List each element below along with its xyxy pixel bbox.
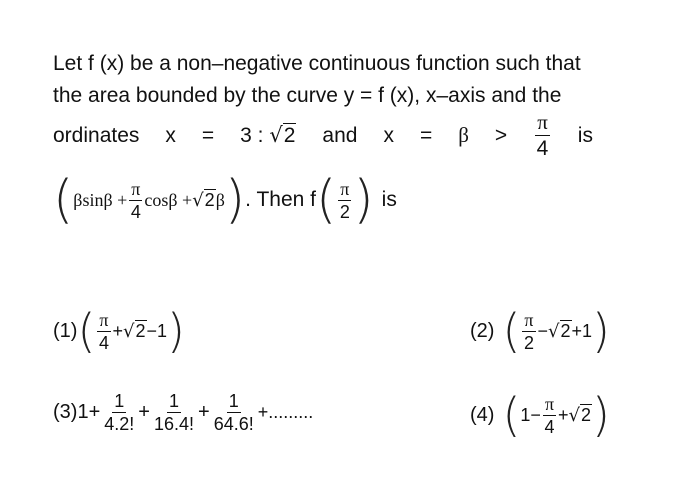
sqrt-2: √2 (269, 123, 296, 147)
fraction-pi-over-4: $\frac{\pi}{4}$ (130, 178, 141, 222)
sqrt-2: √2 (192, 189, 215, 211)
fraction-term-2: $\frac{1}{16.4!}$ (153, 391, 195, 434)
sqrt-2: √2 (548, 320, 571, 342)
question-line-3 (53, 112, 593, 159)
fraction-pi-over-4: $\frac{\pi}{4}$ (98, 309, 109, 353)
fraction-pi-over-4: $\frac{\pi}{4}$ (544, 393, 555, 437)
left-paren: ( (315, 170, 337, 230)
fraction-term-3: $\frac{1}{64.6!}$ (213, 391, 254, 434)
greater-than: > (494, 123, 508, 147)
sqrt-2: √2 (123, 320, 146, 342)
fraction-pi-over-2: $\frac{\pi}{2}$ (339, 178, 350, 222)
beta-symbol: β (458, 123, 469, 147)
left-paren: ( (53, 170, 74, 230)
var-x-1: x (165, 123, 176, 147)
right-paren: ) (224, 170, 246, 230)
word-and: and (322, 123, 358, 147)
option-1[interactable]: (1) ( $\frac{\pi}{4}$ + √2 −1 ) (53, 304, 185, 358)
option-label: (3) (53, 401, 78, 423)
question-line-4 (53, 170, 397, 230)
var-x-2: x (383, 123, 394, 147)
option-label: (4) (470, 403, 495, 426)
word-is: is (577, 123, 593, 147)
fraction-term-1: $\frac{1}{4.2!}$ (104, 391, 135, 434)
word-ordinates: ordinates (53, 123, 140, 147)
option-label: (2) (470, 319, 495, 342)
value-3-sqrt2: 3 : √2 (240, 123, 296, 147)
sqrt-2: √2 (568, 404, 592, 426)
area-expression: βsinβ + $\frac{\pi}{4}$ cosβ + √2 β (73, 178, 225, 222)
option-3[interactable]: (3) 1+ $\frac{1}{4.2!}$ + $\frac{1}{16.4!}$ + $\frac{1}{64.6!}$ +......... (53, 391, 314, 434)
then-text: . Then f (245, 188, 316, 211)
option-2[interactable]: (2) ( $\frac{\pi}{2}$ − √2 +1 ) (470, 304, 610, 358)
right-paren: ) (353, 170, 374, 230)
option-label: (1) (53, 319, 78, 342)
fraction-pi-over-2: $\frac{\pi}{2}$ (523, 309, 534, 353)
equals-2: = (419, 123, 433, 147)
word-is: is (381, 188, 397, 211)
question-line-1: Let f (x) be a non–negative continuous function such that (53, 52, 581, 75)
question-line-2: the area bounded by the curve y = f (x), x–axis and the (53, 84, 562, 107)
equals-1: = (201, 123, 215, 147)
fraction-pi-over-4: $\frac{\pi}{4}$ (536, 110, 549, 160)
option-4[interactable]: (4) ( 1− $\frac{\pi}{4}$ + √2 ) (470, 388, 610, 442)
